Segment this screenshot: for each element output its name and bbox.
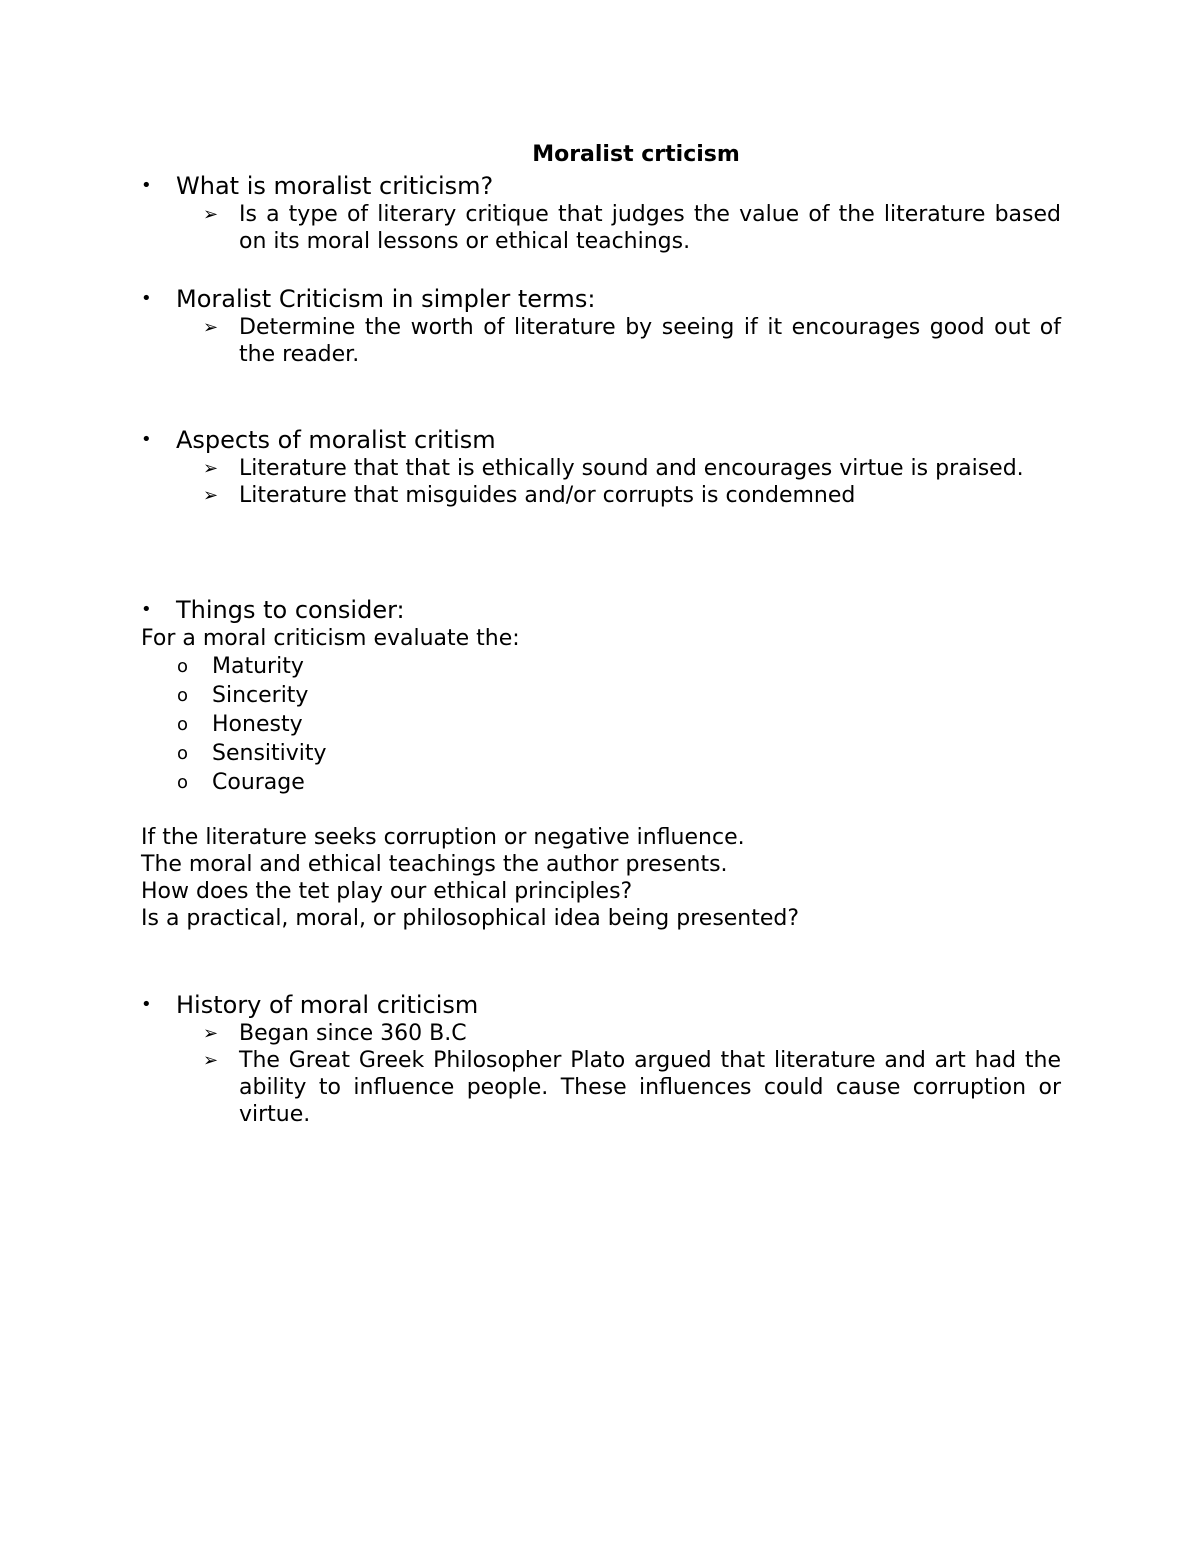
list-item [141, 482, 1061, 509]
bullet-icon: • [141, 994, 152, 1015]
bullet-icon: • [141, 175, 152, 196]
circle-bullet-icon: o [177, 685, 189, 706]
sub-list-item-text: Courage [212, 770, 305, 795]
list-item-text: Literature that that is ethically sound and encourages virtue is praised. [239, 456, 1024, 481]
document-title: Moralist crticism [532, 142, 740, 167]
list-item-text: The Great Greek Philosopher Plato argued that literature and art had the ability to influence people. These influences could cause corruption or virtue. [239, 1048, 1061, 1127]
sub-list-item-text: Sincerity [212, 683, 309, 708]
arrow-bullet-icon: ➢ [203, 1050, 219, 1071]
sub-list-item [141, 652, 1061, 681]
sub-list-item [141, 710, 1061, 739]
intro-text: For a moral criticism evaluate the: [141, 626, 520, 651]
arrow-bullet-icon: ➢ [203, 458, 219, 479]
section-simpler-terms [141, 284, 1061, 368]
section-heading [141, 425, 1061, 455]
sub-list-item-text: Sensitivity [212, 741, 327, 766]
body-line: How does the tet play our ethical principles? [141, 879, 633, 904]
sub-list-item [141, 681, 1061, 710]
arrow-bullet-icon: ➢ [203, 317, 219, 338]
sub-list-item [141, 768, 1061, 797]
list-item-text: Determine the worth of literature by seeing if it encourages good out of the reader. [239, 315, 1061, 367]
list-item [141, 455, 1061, 482]
heading-text: Moralist Criticism in simpler terms: [176, 285, 596, 313]
arrow-bullet-icon: ➢ [203, 204, 219, 225]
body-line: If the literature seeks corruption or negative influence. [141, 825, 745, 850]
arrow-bullet-icon: ➢ [203, 485, 219, 506]
body-line: The moral and ethical teachings the author presents. [141, 852, 728, 877]
sub-list-item [141, 739, 1061, 768]
circle-bullet-icon: o [177, 743, 189, 764]
section-what-is [141, 171, 1061, 255]
section-things-to-consider [141, 595, 1061, 932]
sub-list-item-text: Honesty [212, 712, 303, 737]
list-item [141, 201, 1061, 255]
list-item [141, 1047, 1061, 1128]
section-aspects [141, 425, 1061, 509]
list-item-text: Is a type of literary critique that judges the value of the literature based on its moral lessons or ethical teachings. [239, 202, 1061, 254]
section-heading [141, 171, 1061, 201]
list-item-text: Began since 360 B.C [239, 1021, 467, 1046]
heading-text: History of moral criticism [176, 991, 479, 1019]
bullet-icon: • [141, 288, 152, 309]
section-history [141, 990, 1061, 1128]
sub-list-item-text: Maturity [212, 654, 304, 679]
bullet-icon: • [141, 429, 152, 450]
bullet-icon: • [141, 599, 152, 620]
list-item-text: Literature that misguides and/or corrupts is condemned [239, 483, 856, 508]
heading-text: What is moralist criticism? [176, 172, 494, 200]
body-line: Is a practical, moral, or philosophical idea being presented? [141, 906, 800, 931]
circle-bullet-icon: o [177, 656, 189, 677]
list-item [141, 314, 1061, 368]
section-heading [141, 284, 1061, 314]
arrow-bullet-icon: ➢ [203, 1023, 219, 1044]
heading-text: Aspects of moralist critism [176, 426, 496, 454]
section-heading [141, 990, 1061, 1020]
circle-bullet-icon: o [177, 714, 189, 735]
circle-bullet-icon: o [177, 772, 189, 793]
section-heading [141, 595, 1061, 625]
heading-text: Things to consider: [176, 596, 405, 624]
list-item [141, 1020, 1061, 1047]
